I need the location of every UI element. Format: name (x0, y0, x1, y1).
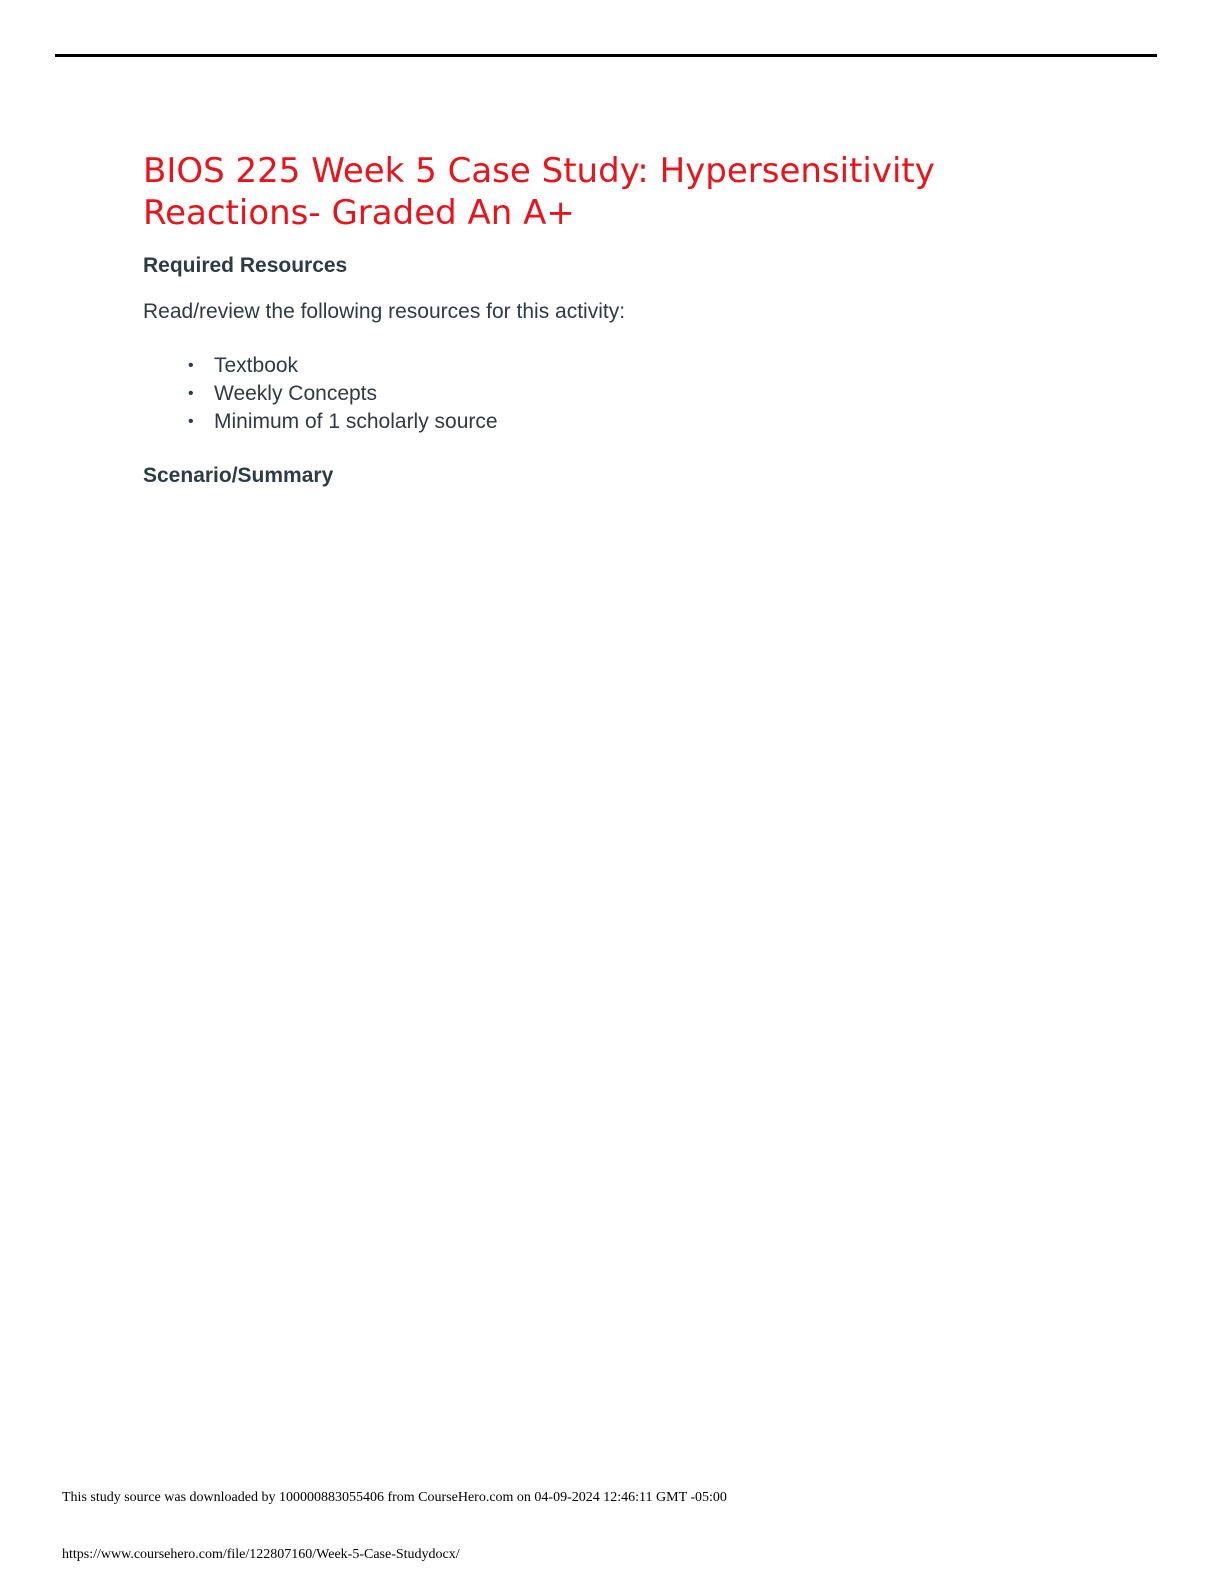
resource-list (188, 352, 498, 436)
intro-text: Read/review the following resources for this activity: (143, 300, 626, 323)
list-item (188, 408, 498, 436)
document-title (143, 150, 1043, 234)
required-resources-heading: Required Resources (143, 254, 348, 277)
list-item-label: Weekly Concepts (214, 382, 378, 405)
list-item (188, 352, 498, 380)
scenario-summary-heading: Scenario/Summary (143, 464, 334, 487)
bullet-icon: • (188, 385, 194, 402)
list-item-label: Textbook (214, 354, 299, 377)
document-title-line-1: BIOS 225 Week 5 Case Study: Hypersensitivity (143, 151, 935, 191)
list-item (188, 380, 498, 408)
header-divider (55, 54, 1157, 57)
source-url[interactable]: https://www.coursehero.com/file/122807160/Week-5-Case-Studydocx/ (62, 1547, 460, 1562)
list-item-label: Minimum of 1 scholarly source (214, 410, 498, 433)
bullet-icon: • (188, 357, 194, 374)
download-source-note: This study source was downloaded by 100000883055406 from CourseHero.com on 04-09-2024 12:46:11 GMT -05:00 (62, 1490, 727, 1505)
document-title-line-2: Reactions- Graded An A+ (143, 193, 575, 233)
bullet-icon: • (188, 413, 194, 430)
